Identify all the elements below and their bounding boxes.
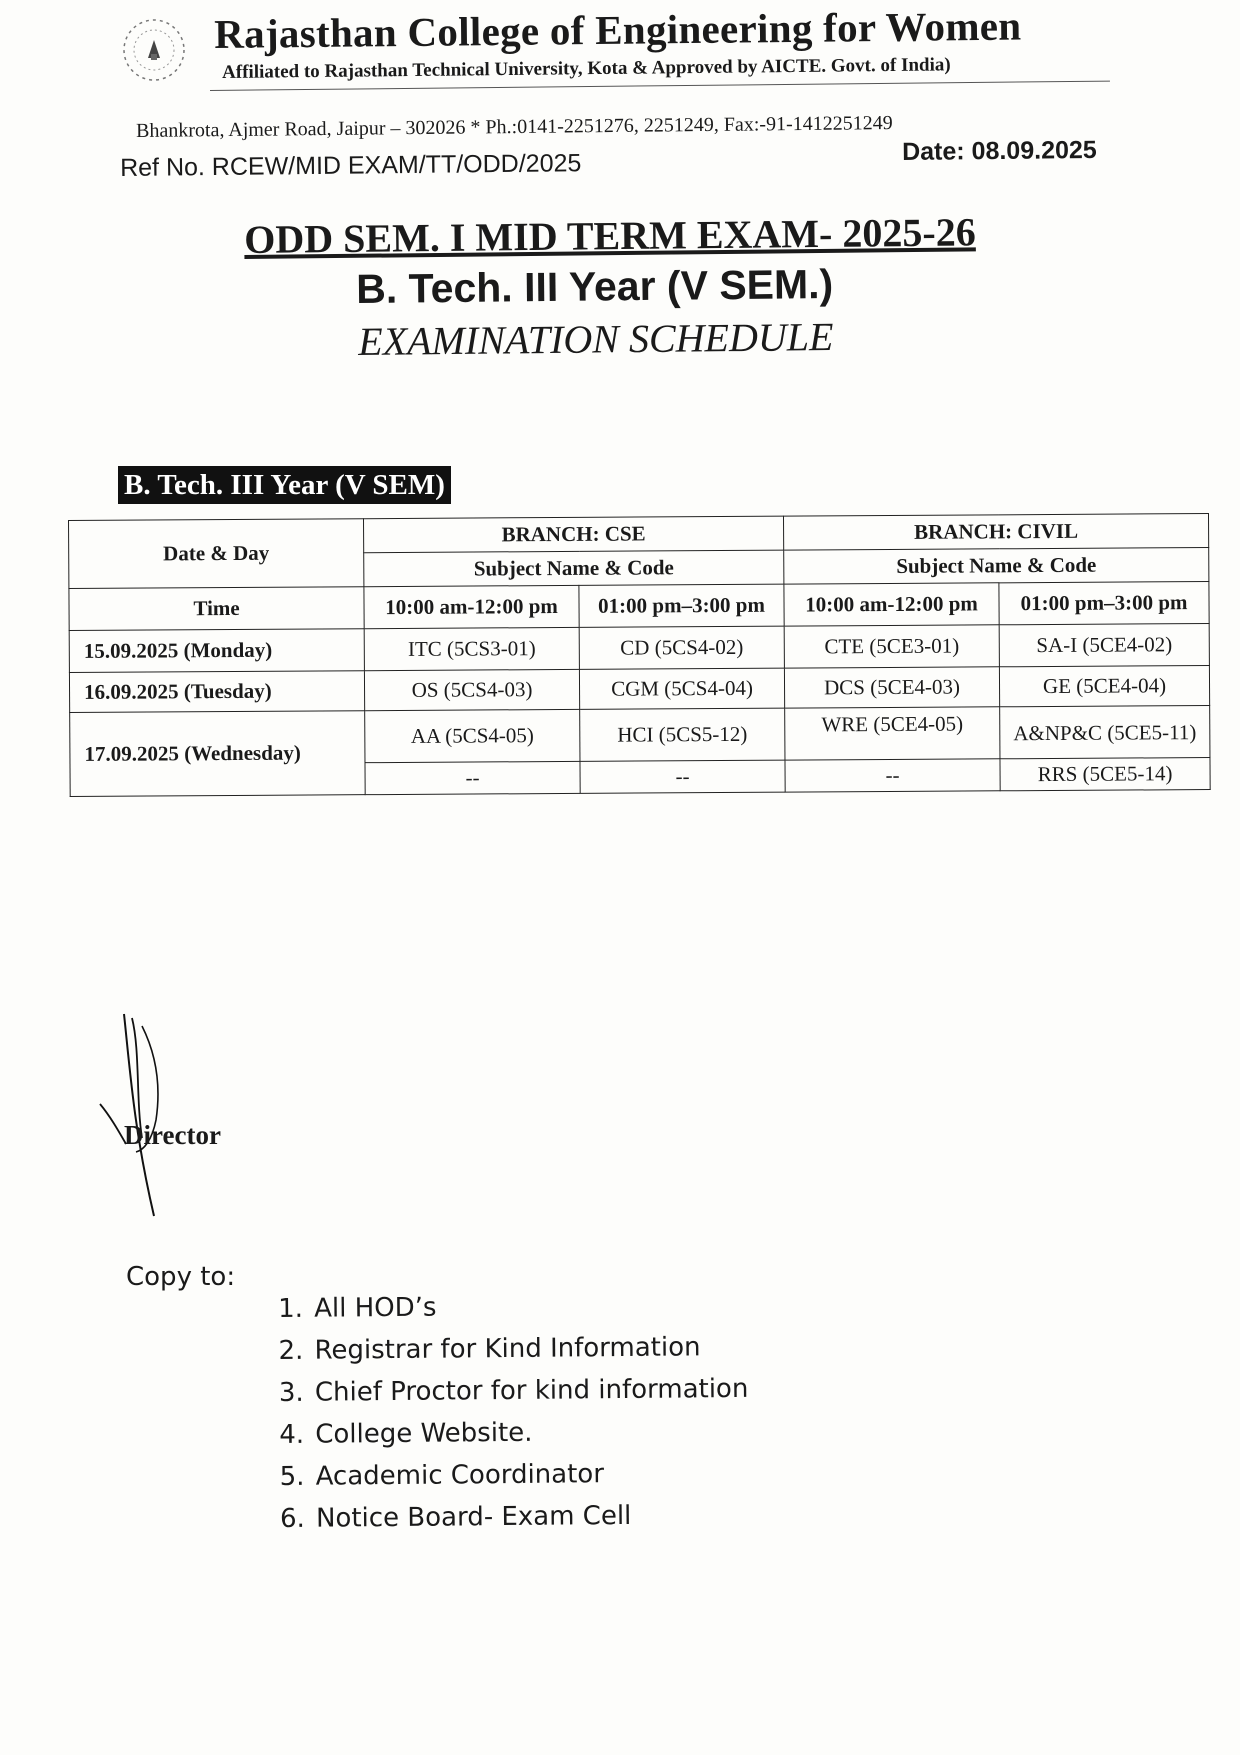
subject-cell: RRS (5CE5-14): [1000, 758, 1210, 791]
exam-day: 17.09.2025 (Wednesday): [70, 711, 366, 797]
section-label: B. Tech. III Year (V SEM): [118, 466, 451, 504]
time-slot: 10:00 am-12:00 pm: [364, 585, 579, 628]
list-number: 1.: [278, 1293, 304, 1324]
list-text: Chief Proctor for kind information: [314, 1373, 749, 1408]
list-text: Academic Coordinator: [315, 1459, 605, 1492]
list-item: [278, 1284, 748, 1330]
list-item: [279, 1410, 749, 1456]
list-text: Registrar for Kind Information: [314, 1332, 701, 1366]
college-name: Rajasthan College of Engineering for Women: [214, 2, 1022, 57]
time-slot: 01:00 pm–3:00 pm: [579, 584, 784, 627]
subject-cell: DCS (5CE4-03): [784, 667, 999, 708]
time-row: [69, 582, 1209, 631]
table-row: [69, 624, 1209, 673]
exam-day: 15.09.2025 (Monday): [69, 629, 364, 673]
notice-date: Date: 08.09.2025: [902, 135, 1097, 166]
time-slot: 10:00 am-12:00 pm: [784, 583, 999, 626]
schedule-heading: EXAMINATION SCHEDULE: [358, 314, 834, 364]
subject-cell: CGM (5CS4-04): [579, 668, 784, 709]
college-address: Bhankrota, Ajmer Road, Jaipur – 302026 * Ph.:0141-2251276, 2251249, Fax:-91-1412251249: [136, 112, 893, 142]
reference-number: Ref No. RCEW/MID EXAM/TT/ODD/2025: [120, 149, 582, 182]
subject-cell: CD (5CS4-02): [579, 626, 784, 669]
list-text: All HOD’s: [314, 1292, 437, 1324]
subject-cell: --: [365, 761, 580, 794]
list-number: 5.: [279, 1461, 305, 1492]
subject-cell: SA-I (5CE4-02): [999, 624, 1209, 667]
subject-cell: CTE (5CE3-01): [784, 625, 999, 668]
subject-cell: AA (5CS4-05): [365, 709, 580, 762]
branch-cse-header: BRANCH: CSE: [363, 516, 783, 553]
subject-cell: --: [785, 759, 1000, 792]
list-item: [279, 1368, 749, 1414]
list-text: College Website.: [315, 1417, 533, 1450]
affiliation-line: Affiliated to Rajasthan Technical University, Kota & Approved by AICTE. Govt. of India): [222, 54, 951, 83]
table-row: [70, 706, 1210, 765]
civil-subject-header: Subject Name & Code: [784, 548, 1209, 585]
exam-schedule-table: [68, 513, 1211, 797]
branch-civil-header: BRANCH: CIVIL: [784, 514, 1209, 551]
date-day-header: Date & Day: [69, 519, 364, 589]
list-text: Notice Board- Exam Cell: [315, 1500, 632, 1534]
time-slot: 01:00 pm–3:00 pm: [999, 582, 1209, 625]
subject-cell: A&NP&C (5CE5-11): [1000, 706, 1210, 759]
subject-cell: WRE (5CE4-05): [785, 707, 1000, 760]
subject-cell: ITC (5CS3-01): [364, 627, 579, 670]
copy-to-list: [278, 1284, 750, 1540]
table-row: [69, 666, 1209, 713]
list-number: 3.: [278, 1377, 304, 1408]
subject-cell: HCI (5CS5-12): [580, 708, 785, 761]
copy-to-label: Copy to:: [126, 1262, 236, 1292]
college-logo-icon: [118, 14, 190, 86]
director-signature: [96, 1010, 226, 1220]
program-title: B. Tech. III Year (V SEM.): [356, 261, 834, 312]
list-number: 2.: [278, 1335, 304, 1366]
subject-cell: OS (5CS4-03): [364, 669, 579, 710]
exam-day: 16.09.2025 (Tuesday): [69, 671, 364, 713]
time-header: Time: [69, 587, 364, 631]
list-item: [278, 1326, 748, 1372]
cse-subject-header: Subject Name & Code: [364, 550, 784, 587]
list-number: 4.: [279, 1419, 305, 1450]
subject-cell: --: [580, 760, 785, 793]
subject-cell: GE (5CE4-04): [999, 666, 1209, 707]
list-item: [279, 1452, 749, 1498]
list-item: [280, 1494, 750, 1540]
director-label: Director: [124, 1120, 221, 1150]
exam-title: ODD SEM. I MID TERM EXAM- 2025-26: [244, 209, 976, 262]
list-number: 6.: [279, 1503, 305, 1534]
